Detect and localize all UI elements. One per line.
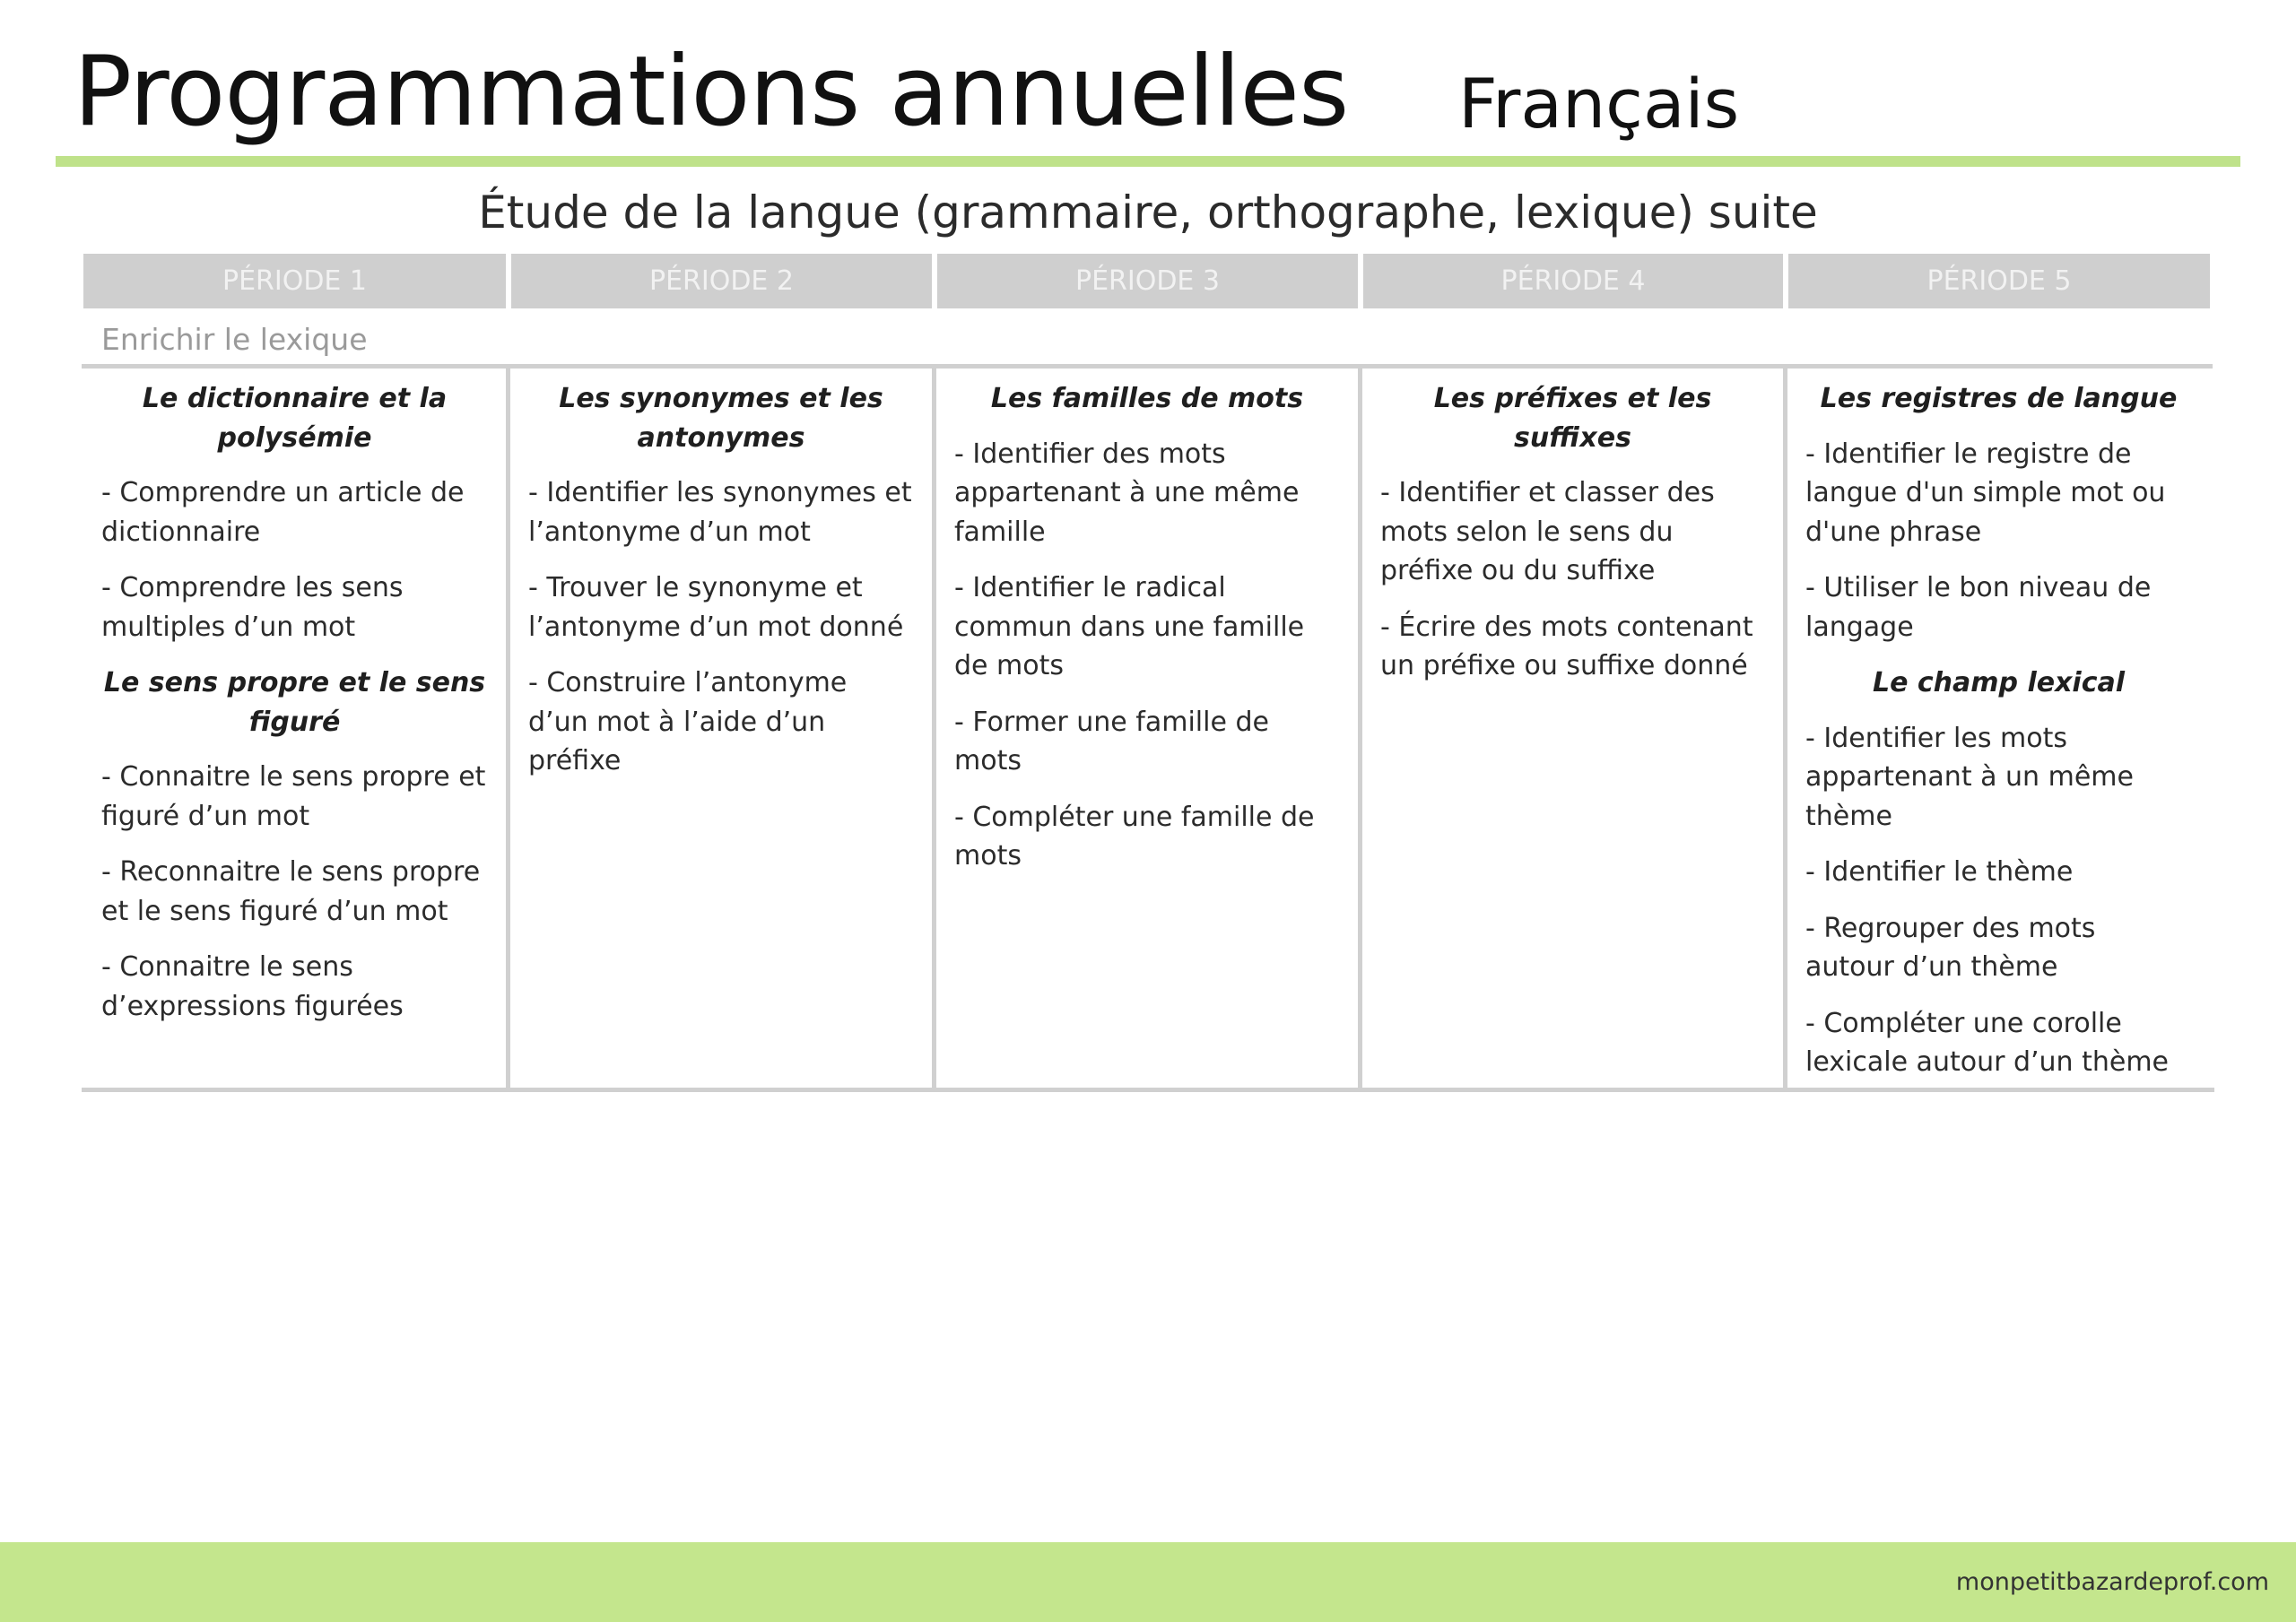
section-heading: Étude de la langue (grammaire, orthographe, lexique) suite <box>478 186 1818 239</box>
objective-item: - Reconnaitre le sens propre et le sens figuré d’un mot <box>101 856 481 927</box>
objective-item: - Identifier les synonymes et l’antonyme d’un mot <box>528 477 912 548</box>
objective-item: - Former une famille de mots <box>954 706 1269 776</box>
period-header-5: PÉRIODE 5 <box>1788 254 2210 308</box>
objective-item: - Identifier les mots appartenant à un même thème <box>1805 722 2134 832</box>
objective-item: - Trouver le synonyme et l’antonyme d’un mot donné <box>528 572 904 643</box>
objective-item: - Regrouper des mots autour d’un thème <box>1805 912 2096 983</box>
objective-item: - Identifier des mots appartenant à une même famille <box>954 438 1300 548</box>
period-header-3: PÉRIODE 3 <box>937 254 1358 308</box>
period-5-column <box>1787 379 2210 1099</box>
table-subheading: Enrichir le lexique <box>101 322 368 357</box>
footer-band <box>0 1542 2296 1622</box>
topic-heading: Les synonymes et les antonymes <box>559 383 883 454</box>
period-1-column <box>83 379 506 1043</box>
table-top-rule <box>82 364 2213 369</box>
objective-item: - Connaitre le sens propre et figuré d’un mot <box>101 761 486 832</box>
footer-site-link[interactable]: monpetitbazardeprof.com <box>1955 1568 2269 1596</box>
topic-heading: Le sens propre et le sens figuré <box>103 667 486 738</box>
period-3-column <box>936 379 1358 893</box>
topic-heading: Le champ lexical <box>1872 667 2126 698</box>
objective-item: - Identifier le radical commun dans une famille de mots <box>954 572 1305 681</box>
objective-item: - Comprendre un article de dictionnaire <box>101 477 465 548</box>
objective-item: - Écrire des mots contenant un préfixe ou suffixe donné <box>1380 611 1753 681</box>
period-header-4: PÉRIODE 4 <box>1363 254 1783 308</box>
subject-label: Français <box>1458 64 1740 143</box>
title-underline <box>56 156 2240 167</box>
objective-item: - Compléter une corolle lexicale autour d’un thème <box>1805 1007 2170 1078</box>
period-header-1: PÉRIODE 1 <box>83 254 506 308</box>
objective-item: - Identifier et classer des mots selon le sens du préfixe ou du suffixe <box>1380 477 1715 586</box>
topic-heading: Les familles de mots <box>990 383 1304 414</box>
period-2-column <box>510 379 932 798</box>
topic-heading: Les préfixes et les suffixes <box>1433 383 1712 454</box>
page-title: Programmations annuelles <box>74 36 1349 148</box>
objective-item: - Connaitre le sens d’expressions figurées <box>101 951 404 1022</box>
objective-item: - Comprendre les sens multiples d’un mot <box>101 572 404 643</box>
period-4-column <box>1362 379 1783 703</box>
topic-heading: Les registres de langue <box>1820 383 2178 414</box>
objective-item: - Identifier le thème <box>1805 856 2074 888</box>
objective-item: - Compléter une famille de mots <box>954 801 1315 872</box>
objective-item: - Identifier le registre de langue d'un simple mot ou d'une phrase <box>1805 438 2166 548</box>
objective-item: - Utiliser le bon niveau de langage <box>1805 572 2152 643</box>
period-header-2: PÉRIODE 2 <box>511 254 932 308</box>
topic-heading: Le dictionnaire et la polysémie <box>142 383 448 454</box>
objective-item: - Construire l’antonyme d’un mot à l’aide d’un préfixe <box>528 667 848 776</box>
